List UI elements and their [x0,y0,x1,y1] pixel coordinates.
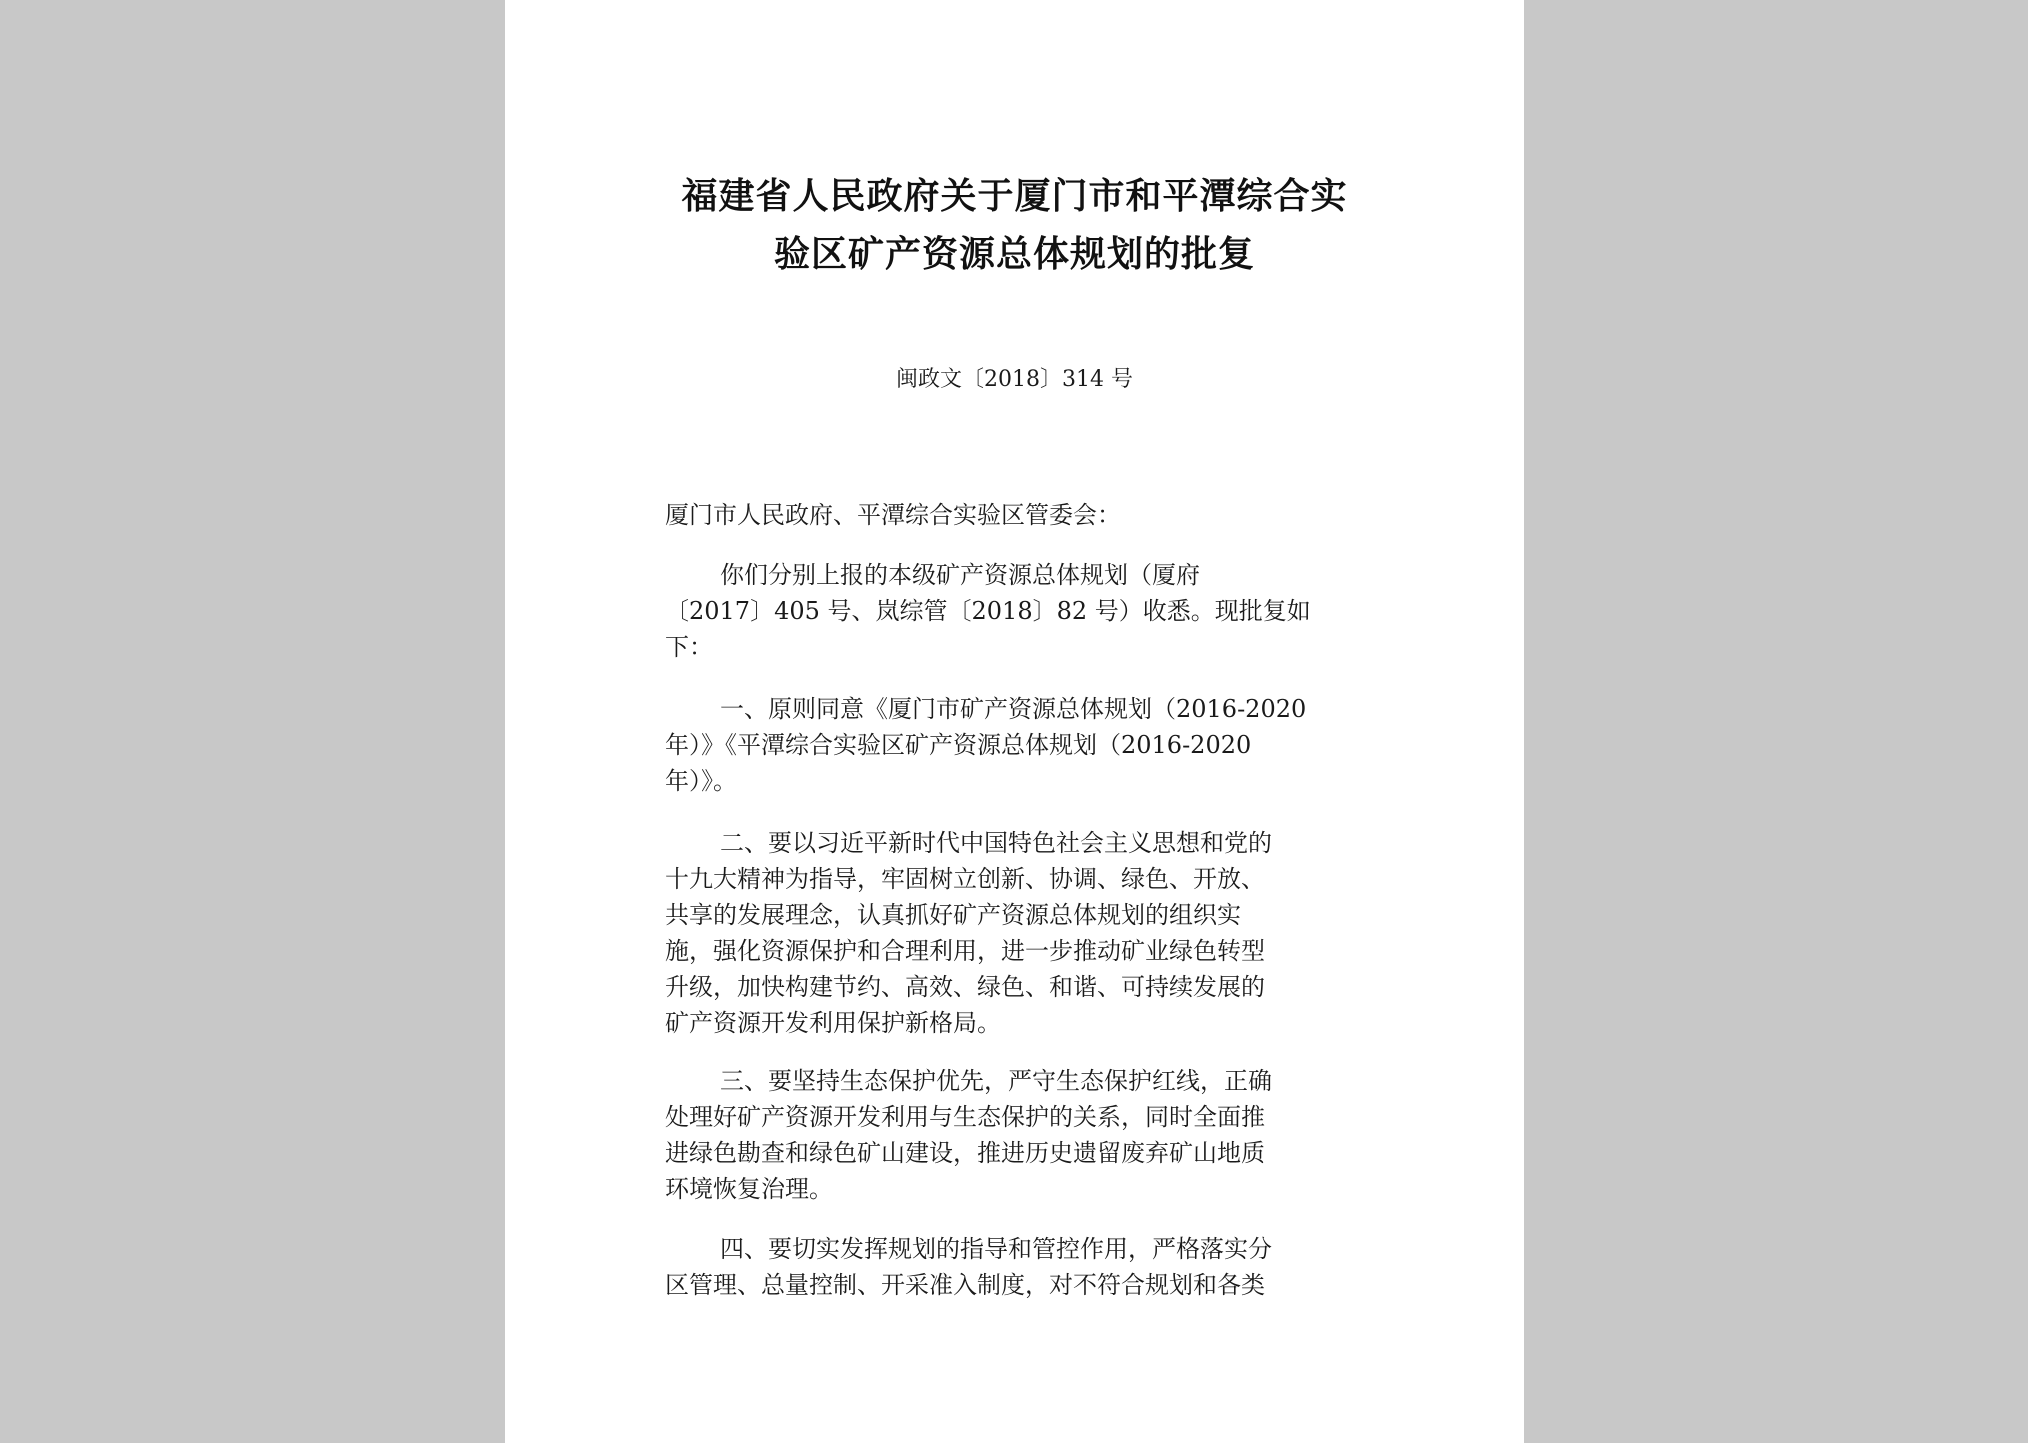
paragraph-4-line-2: 处理好矿产资源开发利用与生态保护的关系，同时全面推 [665,1103,1265,1131]
paragraph-3-line-4: 施，强化资源保护和合理利用，进一步推动矿业绿色转型 [665,937,1265,965]
paragraph-2-line-2: 年）》《平潭综合实验区矿产资源总体规划（2016-2020 [665,731,1252,759]
paragraph-2-line-1: 一、原则同意《厦门市矿产资源总体规划（2016-2020 [720,695,1307,723]
paragraph-4-line-4: 环境恢复治理。 [665,1175,833,1203]
document-title [505,168,1524,284]
paragraph-3-line-6: 矿产资源开发利用保护新格局。 [665,1009,1001,1037]
addressee: 厦门市人民政府、平潭综合实验区管委会： [665,501,1121,529]
paragraph-4-line-1: 三、要坚持生态保护优先，严守生态保护红线，正确 [720,1067,1272,1095]
paragraph-1-line-3: 下： [665,633,713,661]
paragraph-3-line-3: 共享的发展理念，认真抓好矿产资源总体规划的组织实 [665,901,1241,929]
document-number: 闽政文〔2018〕314 号 [896,367,1133,392]
paragraph-2-line-3: 年）》。 [665,767,737,795]
title-line-1: 福建省人民政府关于厦门市和平潭综合实 [681,176,1348,217]
paragraph-3-line-1: 二、要以习近平新时代中国特色社会主义思想和党的 [720,829,1272,857]
title-line-2: 验区矿产资源总体规划的批复 [773,234,1255,275]
paragraph-1-line-2: 〔2017〕405 号、岚综管〔2018〕82 号）收悉。现批复如 [665,597,1311,625]
paragraph-3-line-2: 十九大精神为指导，牢固树立创新、协调、绿色、开放、 [665,865,1265,893]
document-page [505,0,1524,1443]
paragraph-1-line-1: 你们分别上报的本级矿产资源总体规划（厦府 [720,561,1200,589]
paragraph-5-line-2: 区管理、总量控制、开采准入制度，对不符合规划和各类 [665,1271,1265,1299]
paragraph-4-line-3: 进绿色勘查和绿色矿山建设，推进历史遗留废弃矿山地质 [665,1139,1265,1167]
paragraph-3-line-5: 升级，加快构建节约、高效、绿色、和谐、可持续发展的 [665,973,1265,1001]
paragraph-5-line-1: 四、要切实发挥规划的指导和管控作用，严格落实分 [720,1235,1272,1263]
